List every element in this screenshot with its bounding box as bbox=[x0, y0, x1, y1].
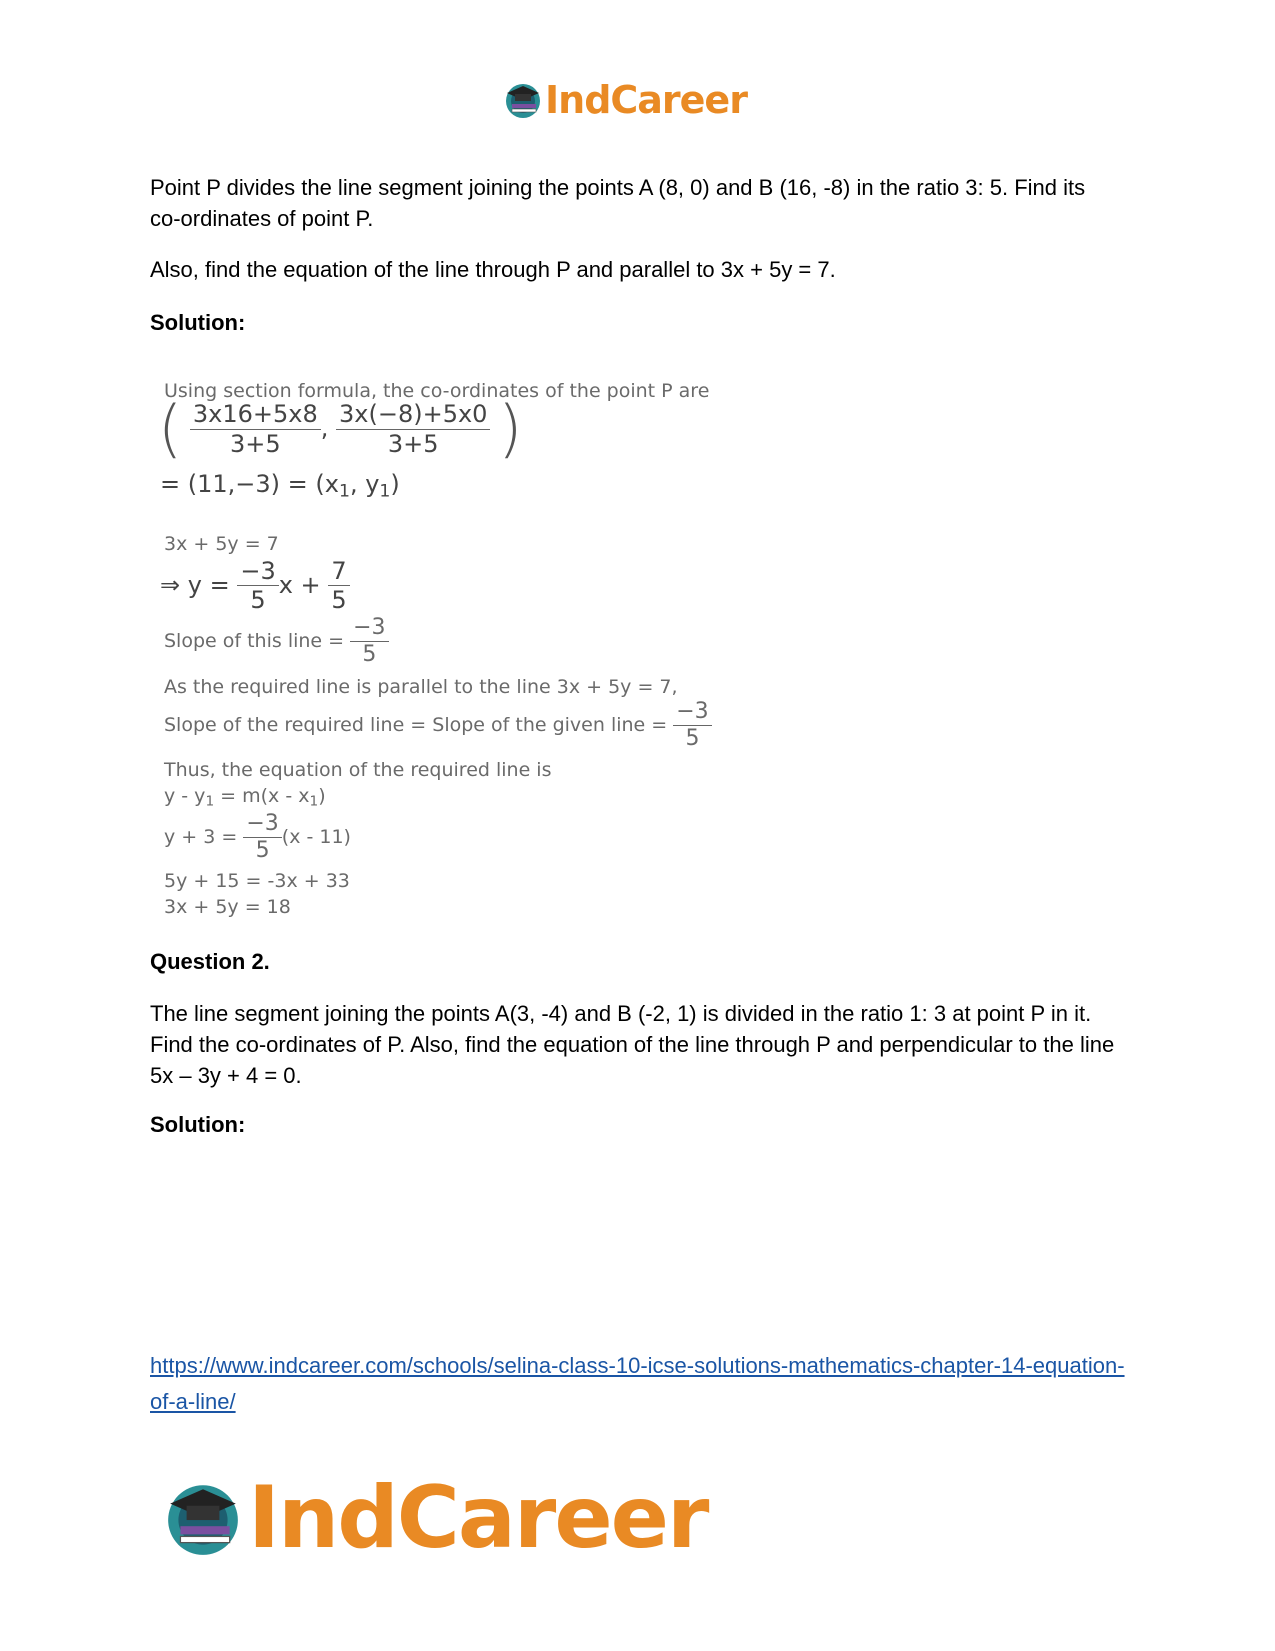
source-link[interactable]: https://www.indcareer.com/schools/selina-class-10-icse-solutions-mathematics-chapter-14-equation-of-a-line/ bbox=[150, 1353, 1125, 1414]
slope-of-line: Slope of this line = $\frac{-3}{5}$ bbox=[164, 616, 389, 667]
section-formula-expression: ( $\frac{3x16+5x8}{3+5}$ , $\frac{3x(-8)+5x0}{3+5}$ ) bbox=[158, 392, 523, 465]
solution-1-label: Solution: bbox=[150, 310, 246, 335]
slope-intercept-form: ⇒ y = $\frac{-3}{5}$ x + $\frac{7}{5}$ bbox=[160, 558, 350, 614]
brand-name: IndCareer bbox=[545, 78, 747, 122]
question-2-label: Question 2. bbox=[150, 949, 270, 974]
question-2-text: The line segment joining the points A(3, -4) and B (-2, 1) is divided in the ratio 1: 3 at point P in it. Find the co-ordinates of P. Also, find the equation of the line through P and perpendicular to the line 5x – 3y + 4 = 0. bbox=[150, 1001, 1115, 1088]
section-formula-intro: Using section formula, the co-ordinates of the point P are bbox=[164, 380, 710, 402]
final-equation: 3x + 5y = 18 bbox=[164, 896, 291, 918]
question-1-text-2: Also, find the equation of the line through P and parallel to 3x + 5y = 7. bbox=[150, 257, 836, 282]
footer-logo bbox=[162, 1468, 707, 1568]
substitution-step: y + 3 = $\frac{-3}{5}$ (x - 11) bbox=[164, 811, 351, 864]
expansion-step: 5y + 15 = -3x + 33 bbox=[164, 870, 350, 892]
graduation-cap-icon bbox=[162, 1477, 244, 1559]
given-equation: 3x + 5y = 7 bbox=[164, 533, 279, 555]
point-slope-form: $y - y_1 = m(x - x_1)$ bbox=[164, 785, 326, 810]
parallel-statement: As the required line is parallel to the line 3x + 5y = 7, bbox=[164, 676, 678, 698]
x-fraction: $\frac{3x16+5x8}{3+5}$ bbox=[190, 401, 321, 457]
question-1-text: Point P divides the line segment joining the points A (8, 0) and B (16, -8) in the ratio 3: 5. Find its co-ordinates of point P. bbox=[150, 175, 1086, 231]
header-logo bbox=[503, 78, 747, 122]
solution-2-label: Solution: bbox=[150, 1112, 246, 1137]
brand-name: IndCareer bbox=[248, 1468, 708, 1568]
point-p-result: = $(11,-3) = (x_1$, $y_1$) bbox=[160, 470, 400, 502]
thus-statement: Thus, the equation of the required line is bbox=[164, 759, 552, 781]
graduation-cap-icon bbox=[503, 80, 543, 120]
required-slope: Slope of the required line = Slope of the given line = $\frac{-3}{5}$ bbox=[164, 700, 712, 751]
y-fraction: $\frac{3x(-8)+5x0}{3+5}$ bbox=[336, 401, 490, 457]
